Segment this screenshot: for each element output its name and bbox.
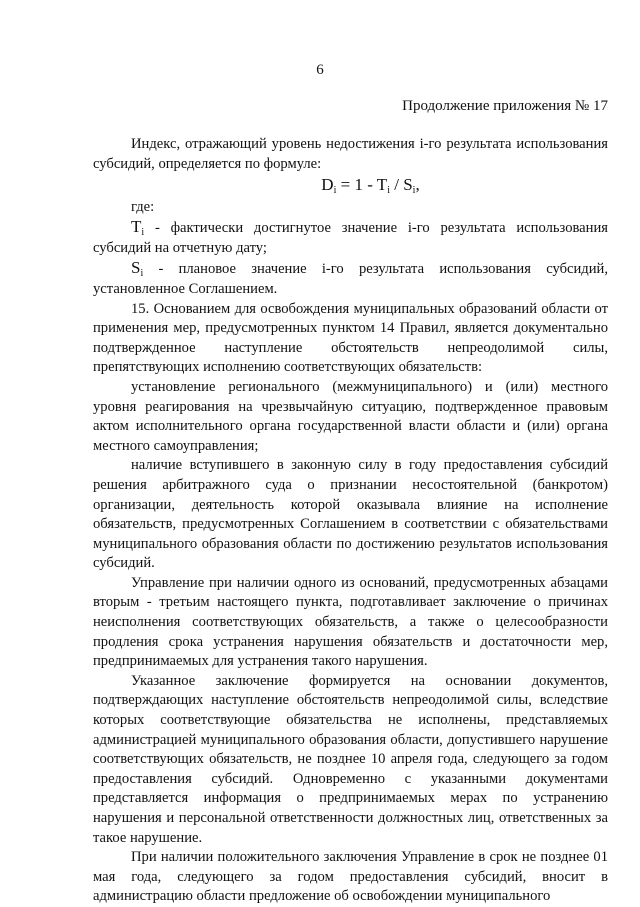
definition-t-text: - фактически достигнутое значение i-го результата использования субсидий на отчетную дату; bbox=[93, 220, 608, 256]
page-number: 6 bbox=[316, 62, 324, 78]
paragraph-regional-emergency: установление регионального (межмуниципального) и (или) местного уровня реагирования на чрезвычайную ситуацию, подтвержденное правовым актом исполнительного органа государственной власти области и (или) органа местного самоуправления; bbox=[93, 378, 608, 454]
definition-s bbox=[93, 258, 608, 299]
definition-t-sub: i bbox=[141, 227, 145, 239]
formula-mid-sub: i bbox=[387, 185, 390, 197]
definition-s-sub: i bbox=[140, 268, 144, 280]
formula-rest-sub: i bbox=[412, 185, 416, 197]
intro-paragraph: Индекс, отражающий уровень недостижения i-го результата использования субсидий, определяется по формуле: bbox=[93, 136, 608, 172]
definition-s-text: - плановое значение i-го результата использования субсидий, установленное Соглашением. bbox=[93, 261, 608, 297]
document-body bbox=[93, 135, 608, 907]
formula-lhs-sub: i bbox=[333, 185, 337, 197]
appendix-continuation-note: Продолжение приложения № 17 bbox=[402, 98, 608, 114]
formula bbox=[93, 174, 608, 197]
paragraph-conclusion: Указанное заключение формируется на основании документов, подтверждающих наступление обстоятельств непреодолимой силы, вследствие которых соответствующие обязательства не исполнены, представляемых администрацией муниципального образования области, допустившего нарушение соответствующих обязательств, не позднее 10 апреля года, следующего за годом предоставления субсидий. Одновременно с указанными документами представляется информация о предпринимаемых мерах по устранению нарушения и персональной ответственности должностных лиц, ответственных за такое нарушение. bbox=[93, 672, 608, 846]
definition-t-symbol: T bbox=[131, 217, 142, 237]
where-label: где: bbox=[131, 199, 155, 216]
paragraph-upravlenie: Управление при наличии одного из оснований, предусмотренных абзацами вторым - третьим настоящего пункта, подготавливает заключение о причинах неисполнения соответствующих обязательств, а также о целесообразности продления срока устранения нарушения обязательств и достаточности мер, предпринимаемых для устранения такого нарушения. bbox=[93, 574, 608, 670]
paragraph-court-decision: наличие вступившего в законную силу в году предоставления субсидий решения арбитражного суда о признании несостоятельной (банкротом) организации, деятельность которой оказывала влияние на исполнение обязательств, предусмотренных Соглашением в соответствии с обязательствами муниципального образования области по достижению результатов использования субсидий. bbox=[93, 457, 608, 572]
paragraph-15: 15. Основанием для освобождения муниципальных образований области от применения мер, предусмотренных пунктом 14 Правил, является документально подтвержденное наступление обстоятельств непреодолимой силы, препятствующих исполнению соответствующих обязательств: bbox=[93, 300, 608, 376]
definition-t bbox=[93, 217, 608, 258]
formula-mid: = 1 - T bbox=[336, 175, 388, 195]
formula-end: , bbox=[415, 175, 420, 195]
formula-rest: / S bbox=[389, 175, 413, 195]
paragraph-positive-conclusion: При наличии положительного заключения Управление в срок не позднее 01 мая года, следующего за годом предоставления субсидий, вносит в администрацию области предложение об освобождении муниципального bbox=[93, 849, 608, 905]
formula-lhs: D bbox=[321, 175, 334, 195]
definition-s-symbol: S bbox=[131, 258, 141, 278]
